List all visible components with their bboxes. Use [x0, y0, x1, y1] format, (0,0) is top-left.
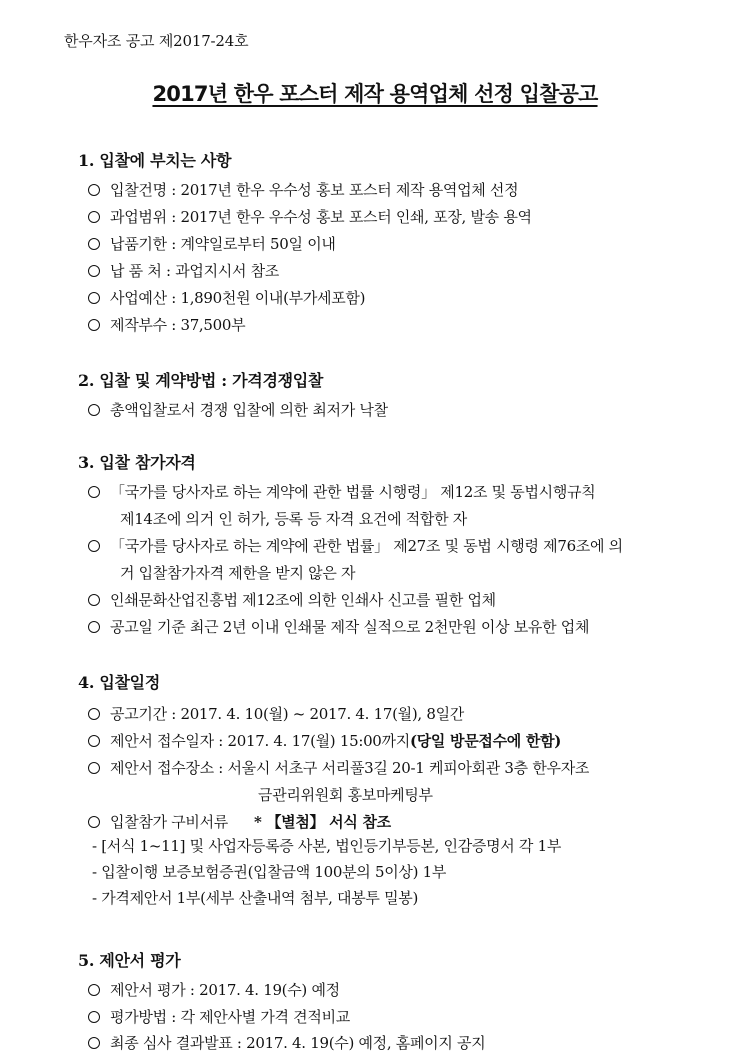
list-item: [88, 206, 690, 227]
item-text: 제14조에 의거 인 허가, 등록 등 자격 요건에 적합한 자: [120, 510, 467, 528]
item-text: 공고일 기준 최근 2년 이내 인쇄물 제작 실적으로 2천만원 이상 보유한 업체: [110, 618, 590, 636]
list-item: [88, 979, 690, 1000]
item-text: 입찰건명 : 2017년 한우 우수성 홍보 포스터 제작 용역업체 선정: [110, 181, 519, 199]
page-title: [0, 78, 750, 108]
item-text: 공고기간 : 2017. 4. 10(월) ~ 2017. 4. 17(월), 8일간: [110, 705, 464, 723]
sub-item: - 가격제안서 1부(세부 산출내역 첨부, 대봉투 밀봉): [92, 889, 419, 907]
item-text: 제안서 접수일자 : 2017. 4. 17(월) 15:00까지: [110, 732, 410, 750]
circle-bullet-icon: [88, 404, 100, 416]
circle-bullet-icon: [88, 816, 100, 828]
list-item-continuation: [120, 508, 690, 529]
sub-item: - [서식 1~11] 및 사업자등록증 사본, 법인등기부등본, 인감증명서 각 1부: [92, 837, 562, 855]
sub-item: - 입찰이행 보증보험증권(입찰금액 100분의 5이상) 1부: [92, 863, 447, 881]
list-item: [88, 1006, 690, 1027]
circle-bullet-icon: [88, 621, 100, 633]
list-item: [88, 1032, 690, 1053]
circle-bullet-icon: [88, 735, 100, 747]
circle-bullet-icon: [88, 762, 100, 774]
section-heading: 2. 입찰 및 계약방법 : 가격경쟁입찰: [78, 371, 324, 390]
circle-bullet-icon: [88, 1011, 100, 1023]
item-text: 최종 심사 결과발표 : 2017. 4. 19(수) 예정, 홈페이지 공지: [110, 1034, 486, 1052]
list-item: [88, 260, 690, 281]
circle-bullet-icon: [88, 265, 100, 277]
item-text: 입찰참가 구비서류: [110, 813, 228, 831]
item-text-emphasis: (당일 방문접수에 한함): [409, 732, 562, 750]
item-text: 제작부수 : 37,500부: [110, 316, 246, 334]
list-item: [88, 314, 690, 335]
list-item: [88, 481, 690, 502]
list-item: [88, 811, 690, 832]
item-text: 납 품 처 : 과업지시서 참조: [110, 262, 279, 280]
circle-bullet-icon: [88, 984, 100, 996]
circle-bullet-icon: [88, 292, 100, 304]
circle-bullet-icon: [88, 211, 100, 223]
item-text: 제안서 평가 : 2017. 4. 19(수) 예정: [110, 981, 340, 999]
list-item: [88, 703, 690, 724]
list-item: [88, 399, 690, 420]
item-text: 총액입찰로서 경쟁 입찰에 의한 최저가 낙찰: [110, 401, 388, 419]
title-text: 2017년 한우 포스터 제작 용역업체 선정 입찰공고: [152, 82, 598, 106]
document-number: 한우자조 공고 제2017-24호: [64, 32, 249, 50]
item-text: 거 입찰참가자격 제한을 받지 않은 자: [120, 564, 356, 582]
list-item: [88, 233, 690, 254]
item-text: 납품기한 : 계약일로부터 50일 이내: [110, 235, 336, 253]
item-text: 인쇄문화산업진흥법 제12조에 의한 인쇄사 신고를 필한 업체: [110, 591, 496, 609]
list-item: [88, 616, 690, 637]
item-text: 「국가를 당사자로 하는 계약에 관한 법률」 제27조 및 동법 시행령 제76조에 의: [110, 537, 623, 555]
section-heading: 1. 입찰에 부치는 사항: [78, 151, 232, 170]
list-item-continuation: [120, 562, 690, 583]
circle-bullet-icon: [88, 1037, 100, 1049]
section-heading: 3. 입찰 참가자격: [78, 453, 196, 472]
circle-bullet-icon: [88, 708, 100, 720]
list-item-continuation: [258, 784, 690, 805]
list-item: [88, 179, 690, 200]
item-text: 사업예산 : 1,890천원 이내(부가세포함): [110, 289, 366, 307]
section-heading: 4. 입찰일정: [78, 673, 160, 692]
list-item: [88, 589, 690, 610]
attachment-note: * 【별첨】 서식 참조: [254, 813, 391, 831]
item-text: 금관리위원회 홍보마케팅부: [258, 786, 433, 804]
item-text: 제안서 접수장소 : 서울시 서초구 서리풀3길 20-1 케피아회관 3층 한우자조: [110, 759, 590, 777]
circle-bullet-icon: [88, 319, 100, 331]
item-text: 「국가를 당사자로 하는 계약에 관한 법률 시행령」 제12조 및 동법시행규칙: [110, 483, 596, 501]
circle-bullet-icon: [88, 594, 100, 606]
list-item: [88, 730, 690, 751]
list-item: [88, 535, 690, 556]
list-item: [88, 287, 690, 308]
circle-bullet-icon: [88, 540, 100, 552]
circle-bullet-icon: [88, 184, 100, 196]
circle-bullet-icon: [88, 238, 100, 250]
item-text: 과업범위 : 2017년 한우 우수성 홍보 포스터 인쇄, 포장, 발송 용역: [110, 208, 532, 226]
item-text: 평가방법 : 각 제안사별 가격 견적비교: [110, 1008, 350, 1026]
list-item: [88, 757, 690, 778]
section-heading: 5. 제안서 평가: [78, 951, 181, 970]
circle-bullet-icon: [88, 486, 100, 498]
